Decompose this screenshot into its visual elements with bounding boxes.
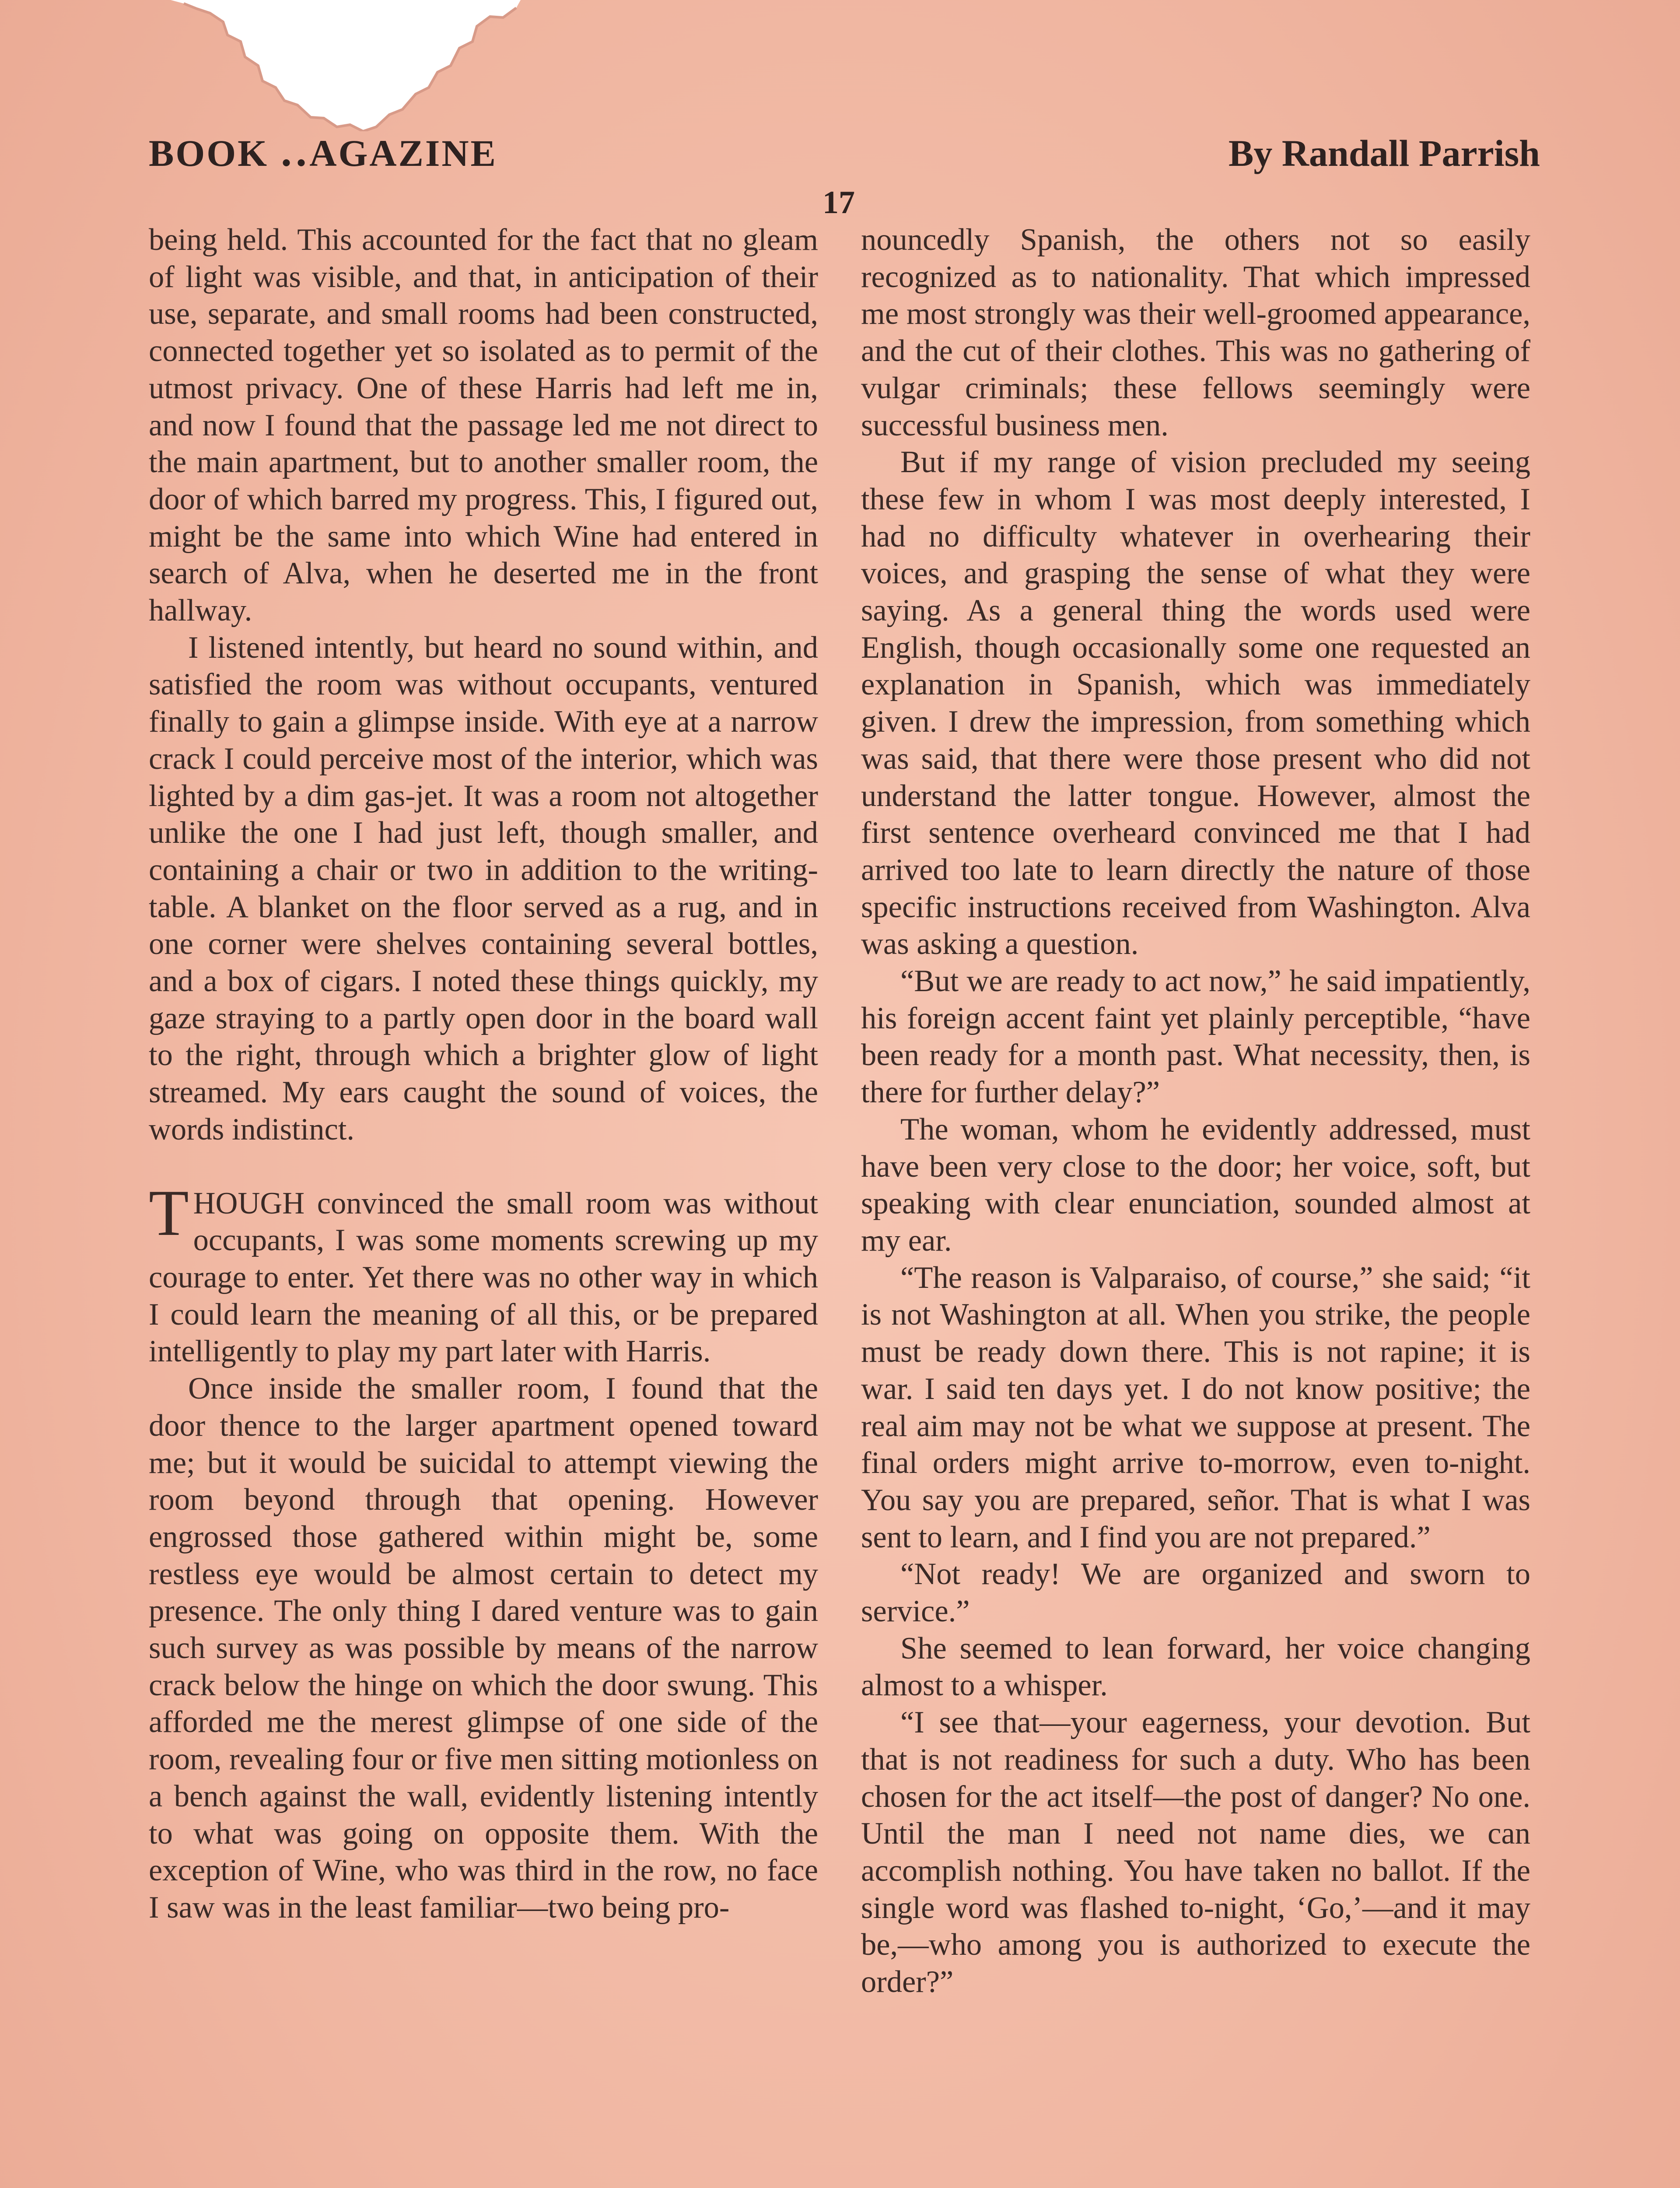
left-text-column [149, 221, 818, 1926]
right-text-column [861, 221, 1530, 2001]
paragraph: “I see that—your eagerness, your devotion. But that is not readiness for such a duty. Who has been chosen for the act itself—the post of danger? No one. Until the man I need not name dies, we can accomplish nothing. You have taken no ballot. If the single word was flashed to-night, ‘Go,’—and it may be,—who among you is authorized to execute the order?” [861, 1705, 1530, 1999]
paragraph: “The reason is Valparaiso, of course,” she said; “it is not Washington at all. When you strike, the people must be ready down there. This is not rapine; it is war. I said ten days yet. I do not know positive; the real aim may not be what we suppose at present. The final orders might arrive to-morrow, even to-night. You say you are prepared, señor. That is what I was sent to learn, and I find you are not prepared.” [861, 1260, 1530, 1554]
magazine-title: BOOK ․․AGAZINE [149, 132, 497, 174]
paragraph: I listened intently, but heard no sound within, and satisfied the room was without occupants, ventured finally to gain a glimpse inside. With eye at a narrow crack I could perceive most of the interior, which was lighted by a dim gas-jet. It was a room not altogether unlike the one I had just left, though smaller, and containing a chair or two in addition to the writing-table. A blanket on the floor served as a rug, and in one corner were shelves containing several bottles, and a box of cigars. I noted these things quickly, my gaze straying to a partly open door in the board wall to the right, through which a brighter glow of light streamed. My ears caught the sound of voices, the words indistinct. [149, 630, 818, 1147]
author-byline: By Randall Parrish [1228, 132, 1540, 174]
paragraph: Once inside the smaller room, I found that the door thence to the larger apartment opened toward me; but it would be suicidal to attempt viewing the room beyond through that opening. However engrossed those gathered within might be, some restless eye would be almost certain to detect my presence. The only thing I dared venture was to gain such survey as was possible by means of the narrow crack below the hinge on which the door swung. This afforded me the merest glimpse of one side of the room, revealing four or five men sitting motionless on a bench against the wall, evidently listening intently to what was going on opposite them. With the exception of Wine, who was third in the row, no face I saw was in the least familiar—two being pro- [149, 1371, 818, 1925]
paragraph: being held. This accounted for the fact that no gleam of light was visible, and that, in anticipation of their use, separate, and small rooms had been constructed, connected together yet so isolated as to permit of the utmost privacy. One of these Harris had left me in, and now I found that the passage led me not direct to the main apartment, but to another smaller room, the door of which barred my progress. This, I figured out, might be the same into which Wine had entered in search of Alva, when he deserted me in the front hallway. [149, 223, 818, 628]
torn-paper-corner [171, 0, 521, 131]
page-number: 17 [822, 185, 855, 221]
paragraph: She seemed to lean forward, her voice changing almost to a whisper. [861, 1631, 1530, 1703]
paragraph: nouncedly Spanish, the others not so easily recognized as to nationality. That which impressed me most strongly was their well-groomed appearance, and the cut of their clothes. This was no gathering of vulgar criminals; these fellows seemingly were successful business men. [861, 223, 1530, 442]
paragraph: “Not ready! We are organized and sworn to service.” [861, 1557, 1530, 1629]
paragraph: But if my range of vision precluded my seeing these few in whom I was most deeply interested, I had no difficulty whatever in overhearing their voices, and grasping the sense of what they were saying. As a general thing the words used were English, though occasionally some one requested an explanation in Spanish, which was immediately given. I drew the impression, from something which was said, that there were those present who did not understand the latter tongue. However, almost the first sentence overheard convinced me that I had arrived too late to learn directly the nature of those specific instructions received from Washington. Alva was asking a question. [861, 445, 1530, 961]
paragraph: “But we are ready to act now,” he said impatiently, his foreign accent faint yet plainly perceptible, “have been ready for a month past. What necessity, then, is there for further delay?” [861, 964, 1530, 1110]
section-opening-paragraph: THOUGH convinced the small room was without occupants, I was some moments screwing up my courage to enter. Yet there was no other way in which I could learn the meaning of all this, or be prepared intelligently to play my part later with Harris. [149, 1176, 818, 1369]
paragraph: The woman, whom he evidently addressed, must have been very close to the door; her voice, soft, but speaking with clear enunciation, sounded almost at my ear. [861, 1112, 1530, 1258]
